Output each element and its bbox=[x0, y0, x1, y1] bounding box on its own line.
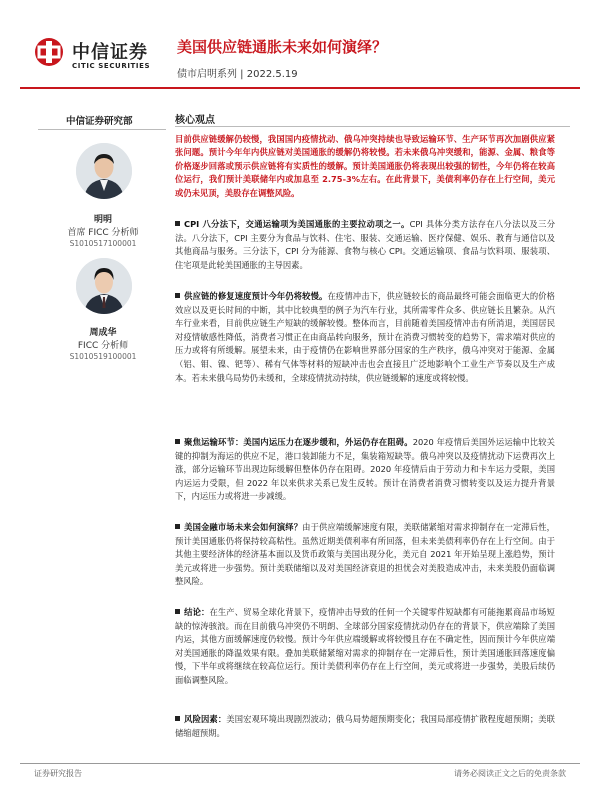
bullet-square-icon bbox=[175, 221, 180, 226]
section-title: 核心观点 bbox=[175, 115, 215, 126]
paragraph-text: 2020 年疫情后美国外运运输中比较关键的抑制为海运的供应不足，港口装卸能力不足，集装箱短缺等。俄乌冲突以及疫情扰动下运费再次上涨，部分运输环节出现边际缓解但整体仍存在阻碍。2020 年疫情后由于劳动力和卡车运力受限，美国内运运力受限，但 2022 年以来供求关系已发生反转。预计在消费者消费习惯转变以及运力提升背景下，内运压力或将进一步减缓。 bbox=[175, 437, 555, 502]
report-title: 美国供应链通胀未来如何演绎？ bbox=[177, 38, 388, 56]
sidebar-divider bbox=[38, 129, 166, 130]
paragraph-block bbox=[175, 436, 555, 504]
paragraph-lead: 风险因素： bbox=[184, 714, 227, 724]
paragraph-lead: 供应链的修复速度预计今年仍将较慢。 bbox=[184, 291, 328, 301]
footer-divider bbox=[20, 763, 580, 764]
department-label: 中信证券研究部 bbox=[66, 116, 133, 127]
logo-text-cn: 中信证券 bbox=[72, 42, 148, 63]
analyst-license-id: S1010517100001 bbox=[69, 239, 137, 248]
bullet-square-icon bbox=[175, 524, 180, 529]
bullet-square-icon bbox=[175, 609, 180, 614]
paragraph-block bbox=[175, 521, 555, 589]
bullet-square-icon bbox=[175, 293, 180, 298]
paragraph-lead: CPI 八分法下，交通运输项为美国通胀的主要拉动项之一。 bbox=[184, 219, 410, 229]
footer-report-type: 证券研究报告 bbox=[34, 769, 82, 778]
paragraph-block bbox=[175, 218, 555, 272]
logo-text-en: CITIC SECURITIES bbox=[72, 62, 151, 70]
analyst-title: 首席 FICC 分析师 bbox=[67, 228, 139, 238]
analyst-title: FICC 分析师 bbox=[77, 341, 129, 351]
paragraph-text: 在疫情冲击下，供应链较长的商品最终可能会面临更大的价格效应以及更长时间的中断，其中比较典型的例子为汽车行业，其所需零件众多、供应链长且繁杂。从汽车行业来看，目前供应链生产短缺的缓解较慢。整体而言，目前随着美国疫情冲击有所消退，美国居民对疫情敏感性降低，消费者习惯正在由商品转向服务，预计在消费习惯转变的趋势下，需求端对供应的压力或将有所缓解。展望未来，由于疫情仍在影响世界部分国家的生产秩序，俄乌冲突对于能源、金属（铝、钼、镍、钯等）、稀有气体等材料的短缺冲击也会直接且广泛地影响个工业生产节奏以及生产成本。若未来俄乌局势仍未缓和，全球疫情扰动持续，供应链缓解的速度或将较慢。 bbox=[175, 291, 555, 383]
analyst-photo-icon bbox=[76, 258, 132, 314]
analyst-name: 明明 bbox=[93, 215, 112, 225]
avatar bbox=[76, 258, 132, 314]
paragraph-text: 美国宏观环境出现剧烈波动；俄乌局势超预期变化；我国局部疫情扩散程度超预期；美联储缩超预期。 bbox=[175, 714, 555, 738]
citic-logo bbox=[34, 35, 174, 79]
paragraph-text: 在生产、贸易全球化背景下，疫情冲击导致的任何一个关键零件短缺都有可能拖累商品市场短缺的惊涛骇浪。而在目前俄乌冲突仍不明朗、全球部分国家疫情扰动仍存在的背景下，供应端除了美国内运，其他方面缓解速度仍较慢。预计今年供应端缓解或将较慢且存在不确定性，因而预计今年供应端对美国通胀的降温效果有限。叠加美联储紧缩对需求的抑制存在一定滞后性，预计美国通胀回落速度偏慢，下半年或将继续在较高位运行。预计美债利率仍存在上行空间，美元或将进一步强势，美股后续仍面临调整风险。 bbox=[175, 607, 555, 685]
header-divider bbox=[20, 87, 580, 89]
report-series-date: 债市启明系列 | 2022.5.19 bbox=[177, 69, 298, 80]
paragraph-block bbox=[175, 606, 555, 688]
paragraph-block bbox=[175, 290, 555, 385]
paragraph-text: CPI 具体分类方法存在八分法以及三分法。八分法下，CPI 主要分为食品与饮料、住宅、服装、交通运输、医疗保健、娱乐、教育与通信以及其他商品与服务。三分法下，CPI 分为能源、食物与核心 CPI。交通运输项、食品与饮料项、服装项、住宅项是此轮美国通胀的主导因素。 bbox=[175, 219, 555, 270]
analyst-name: 周成华 bbox=[89, 328, 117, 338]
bullet-square-icon bbox=[175, 716, 180, 721]
avatar bbox=[76, 143, 132, 199]
analyst-license-id: S1010519100001 bbox=[69, 352, 137, 361]
paragraph-text: 由于供应端缓解速度有限，美联储紧缩对需求抑制存在一定滞后性，预计美国通胀仍将保持较高粘性。虽然近期美债利率有所回落，但未来美债利率仍存在上行空间。由于其他主要经济体的经济基本面以及货币政策与美国出现分化，美元自 2021 年开始呈现上涨趋势，预计美元或将进一步强势。预计美联储缩以及对美国经济衰退的担忧会对美股造成冲击，未来美股仍面临调整风险。 bbox=[175, 522, 555, 587]
paragraph-lead: 聚焦运输环节：美国内运压力在逐步缓和，外运仍存在阻碍。 bbox=[184, 437, 413, 447]
section-divider bbox=[175, 126, 570, 127]
citic-logo-icon bbox=[34, 37, 64, 67]
footer-disclaimer-note: 请务必阅读正文之后的免责条款 bbox=[454, 769, 566, 778]
paragraph-block bbox=[175, 713, 555, 740]
bullet-square-icon bbox=[175, 439, 180, 444]
paragraph-lead: 结论： bbox=[184, 607, 210, 617]
analyst-photo-icon bbox=[76, 143, 132, 199]
key-summary: 目前供应链缓解仍较慢，我国国内疫情扰动、俄乌冲突持续也导致运输环节、生产环节再次加剧供应紧张问题。预计今年年内供应链对美国通胀的缓解仍将较慢。若未来俄乌冲突缓和，能源、金属、粮食等价格逐步回落或预示供应链将有实质性的缓解。预计美国通胀仍将表现出较强的韧性，今年仍将在较高位运行，我们预计美联储年内或加息至 2.75-3%左右。在此背景下，美债利率仍存在上行空间，美元或仍未见顶，美股存在调整风险。 bbox=[175, 134, 555, 198]
paragraph-lead: 美国金融市场未来会如何演绎？ bbox=[184, 522, 303, 532]
